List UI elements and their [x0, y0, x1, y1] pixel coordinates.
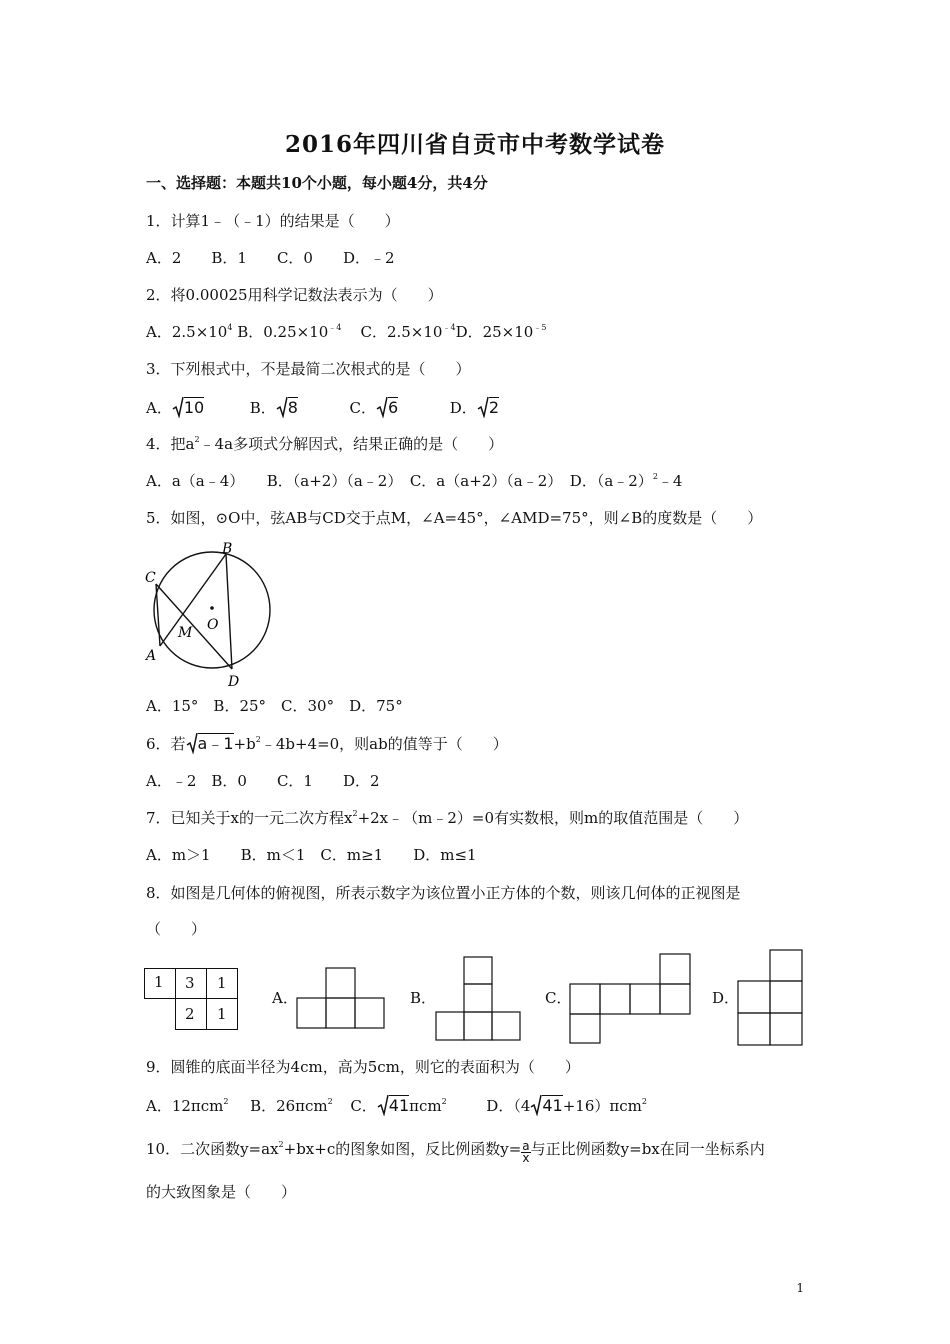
q10-post: 与正比例函数y=bx在同一坐标系内: [530, 1140, 765, 1158]
question-10-stem-continued: 的大致图象是（ ）: [146, 1183, 297, 1201]
q2-option-a-exponent: 4: [227, 323, 233, 332]
q6-mid: +b: [233, 735, 256, 753]
label-b: B: [222, 541, 233, 557]
q10-pre: 10．二次函数y=ax: [146, 1140, 279, 1158]
q6-pre: 6．若: [146, 735, 186, 753]
sqrt-icon: [530, 1094, 542, 1116]
question-9-options: [146, 1094, 647, 1118]
q3-option-b: B．: [249, 399, 276, 417]
q4-stem-pre: 4．把a: [146, 435, 195, 453]
q2-option-b-exponent: ﹣4: [328, 323, 342, 332]
q3-option-d: D．: [449, 399, 477, 417]
q6-radicand: a﹣1: [197, 734, 234, 753]
question-9-stem: 9．圆锥的底面半径为4cm，高为5cm，则它的表面积为（ ）: [146, 1058, 580, 1076]
label-c: C: [145, 570, 156, 586]
top-view-grid: [144, 968, 238, 1030]
sqrt-icon: [172, 396, 184, 418]
question-2-options: [146, 322, 546, 342]
grid-number: 1: [217, 974, 227, 992]
sqrt-icon: [377, 1094, 389, 1116]
question-5-stem: 5．如图，⊙O中，弦AB与CD交于点M，∠A=45°，∠AMD=75°，则∠B的度数是（ ）: [146, 509, 763, 527]
grid-number: 3: [185, 974, 195, 992]
q9-option-c-radicand: 41: [388, 1096, 410, 1115]
q6-post: ﹣4b+4=0，则ab的值等于（ ）: [260, 735, 508, 753]
q9-option-c-exponent: 2: [441, 1097, 447, 1106]
option-c-front-view: [568, 952, 692, 1046]
page-title: 2016年四川省自贡市中考数学试卷: [284, 131, 665, 158]
label-m: M: [178, 625, 193, 641]
q9-option-b-exponent: 2: [327, 1097, 333, 1106]
q9-option-d: D．（4: [486, 1097, 531, 1115]
sqrt-icon: [376, 396, 388, 418]
question-2-stem: 2．将0.00025用科学记数法表示为（ ）: [146, 286, 443, 304]
label-d: D: [228, 674, 240, 690]
q8-option-c-label: C．: [545, 989, 572, 1007]
q3-option-a: A．: [146, 399, 172, 417]
q6-exponent: 2: [255, 735, 261, 744]
q10-exponent: 2: [278, 1140, 284, 1149]
option-b-front-view: [434, 955, 524, 1043]
q2-option-c-exponent: ﹣4: [442, 323, 456, 332]
q2-option-a: A．2.5×10: [146, 323, 228, 341]
q8-option-a-label: A．: [272, 989, 298, 1007]
sqrt-icon: [186, 732, 198, 754]
fraction-a-over-x: [521, 1141, 530, 1164]
question-4-stem: [146, 434, 503, 454]
question-6-options: A．﹣2 B．0 C．1 D．2: [146, 772, 380, 790]
q10-mid: +bx+c的图象如图，反比例函数y=: [283, 1140, 522, 1158]
q3-option-d-radicand: 2: [488, 398, 499, 417]
q3-option-c: C．: [349, 399, 377, 417]
fraction-denominator: x: [522, 1151, 530, 1165]
q8-option-d-label: D．: [712, 989, 740, 1007]
question-1-stem: 1．计算1﹣（﹣1）的结果是（ ）: [146, 212, 400, 230]
q9-option-d-radicand: 41: [542, 1096, 563, 1115]
q4-options-post: ﹣4: [657, 472, 683, 490]
fraction-numerator: a: [522, 1139, 530, 1153]
q2-option-d: D．25×10: [455, 323, 534, 341]
sqrt-icon: [477, 396, 489, 418]
q7-post: +2x﹣（m﹣2）=0有实数根，则m的取值范围是（ ）: [357, 809, 749, 827]
grid-number: 1: [217, 1005, 227, 1023]
q4-options-pre: A．a（a﹣4） B．（a+2）（a﹣2） C．a（a+2）（a﹣2） D．（a﹣2）: [146, 472, 653, 490]
q9-option-b: B．26πcm: [250, 1097, 328, 1115]
question-1-options: A．2 B．1 C．0 D．﹣2: [146, 249, 395, 267]
option-a-front-view: [296, 966, 388, 1030]
q7-exponent: 2: [352, 809, 358, 818]
question-8-stem-continued: （ ）: [146, 920, 207, 938]
q9-option-a: A．12πcm: [146, 1097, 224, 1115]
grid-number: 2: [185, 1005, 195, 1023]
q3-option-b-radicand: 8: [287, 398, 298, 417]
sqrt-icon: [276, 396, 288, 418]
question-3-options: [146, 396, 499, 420]
question-10-stem: [146, 1139, 765, 1165]
question-5-options: A．15° B．25° C．30° D．75°: [146, 697, 403, 715]
q9-option-d-unit: +16）πcm: [562, 1097, 642, 1115]
q9-option-c: C．: [350, 1097, 377, 1115]
q8-option-b-label: B．: [410, 989, 437, 1007]
q2-option-d-exponent: ﹣5: [533, 323, 547, 332]
q9-option-a-exponent: 2: [223, 1097, 229, 1106]
q2-option-b: B．0.25×10: [237, 323, 329, 341]
q3-option-c-radicand: 6: [388, 398, 399, 417]
q9-option-c-unit: πcm: [409, 1097, 442, 1115]
grid-number: 1: [154, 973, 164, 991]
q2-option-c: C．2.5×10: [360, 323, 443, 341]
option-d-front-view: [736, 948, 804, 1048]
question-8-stem: 8．如图是几何体的俯视图，所表示数字为该位置小正方体的个数，则该几何体的正视图是: [146, 884, 741, 902]
q9-option-d-exponent: 2: [641, 1097, 647, 1106]
question-6-stem: [146, 732, 508, 756]
label-o: O: [207, 617, 219, 633]
q4-options-exponent: 2: [652, 472, 658, 481]
q7-pre: 7．已知关于x的一元二次方程x: [146, 809, 353, 827]
question-3-stem: 3．下列根式中，不是最简二次根式的是（ ）: [146, 360, 471, 378]
circle-figure: [140, 536, 280, 692]
q3-option-a-radicand: 10: [183, 398, 205, 417]
label-a: A: [146, 648, 157, 664]
q4-stem-post: ﹣4a多项式分解因式，结果正确的是（ ）: [199, 435, 504, 453]
question-7-options: A．m＞1 B．m＜1 C．m≥1 D．m≤1: [146, 846, 477, 864]
question-4-options: [146, 471, 682, 491]
page-number: 1: [796, 1281, 804, 1295]
section-heading: 一、选择题：本题共10个小题，每小题4分，共4分: [146, 174, 488, 192]
question-7-stem: [146, 808, 748, 828]
q4-stem-exponent: 2: [194, 435, 200, 444]
